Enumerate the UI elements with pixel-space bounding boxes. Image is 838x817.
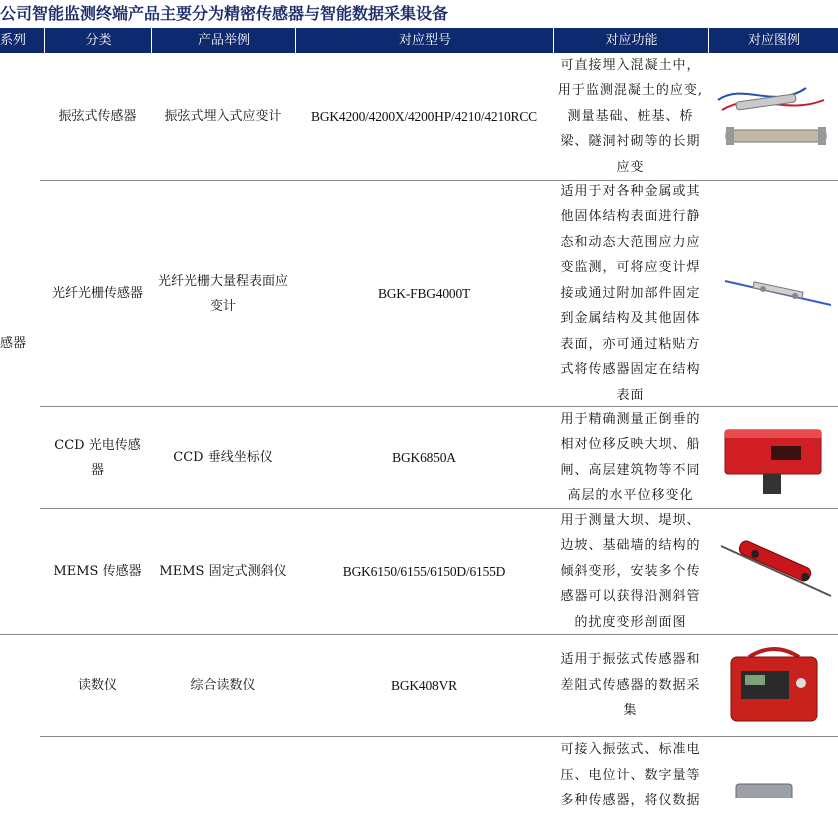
product-cell: 光纤光栅大量程表面应变计 xyxy=(157,273,288,314)
vibrating-wire-strain-gauge-photo xyxy=(712,65,836,165)
page-title: 公司智能监测终端产品主要分为精密传感器与智能数据采集设备 xyxy=(0,4,449,23)
category-cell: 读数仪 xyxy=(77,678,117,693)
function-cell: 适用于对各种金属或其他固体结构表面进行静态和动态大范围应力应变监测，可将应变计焊接或通过附加部件固定到金属结构及其他固体表面，亦可通过粘贴方式将传感器固定在结构表面 xyxy=(560,183,701,403)
header-product: 产品举例 xyxy=(151,28,296,53)
model-cell xyxy=(295,737,553,798)
product-cell xyxy=(151,737,295,798)
data-logger-photo xyxy=(724,778,804,798)
function-cell: 用于精确测量正倒垂的相对位移反映大坝、船闸、高层建筑物等不同高层的水平位移变化 xyxy=(560,411,701,503)
model-cell: BGK4200/4200X/4200HP/4210/4210RCC xyxy=(311,109,537,124)
mems-inclinometer-photo xyxy=(718,530,834,610)
function-cell: 可接入振弦式、标准电压、电位计、数字量等多种传感器，将仪数据 xyxy=(560,742,701,808)
fbg-strain-gauge-photo xyxy=(722,262,834,322)
category-cell: 光纤光栅传感器 xyxy=(51,286,143,301)
header-image: 对应图例 xyxy=(708,28,838,53)
header-function: 对应功能 xyxy=(553,28,709,53)
category-cell xyxy=(44,737,151,798)
ccd-plumb-coordinator-photo xyxy=(716,415,830,501)
product-cell: CCD 垂线坐标仪 xyxy=(173,450,273,465)
header-model: 对应型号 xyxy=(295,28,554,53)
product-cell: 振弦式埋入式应变计 xyxy=(164,109,282,124)
category-cell: 振弦式传感器 xyxy=(58,109,137,124)
function-cell: 可直接埋入混凝土中，用于监测混凝土的应变,测量基础、桩基、桥梁、隧洞衬砌等的长期应变 xyxy=(557,57,704,175)
model-cell: BGK6850A xyxy=(392,450,456,465)
model-cell: BGK408VR xyxy=(391,678,457,693)
category-cell: CCD 光电传感器 xyxy=(54,437,141,478)
readout-device-photo xyxy=(718,642,830,730)
function-cell: 用于测量大坝、堤坝、边坡、基础墙的结构的倾斜变形，安装多个传感器可以获得沿测斜管的扰度变形剖面图 xyxy=(560,512,701,630)
function-cell: 适用于振弦式传感器和差阻式传感器的数据采集 xyxy=(560,652,701,719)
product-cell: MEMS 固定式测斜仪 xyxy=(159,564,287,579)
model-cell: BGK6150/6155/6150D/6155D xyxy=(342,564,506,579)
table-header xyxy=(0,28,838,53)
category-cell: MEMS 传感器 xyxy=(53,564,142,579)
model-cell: BGK-FBG4000T xyxy=(377,286,471,301)
header-series: 系列 xyxy=(0,33,27,48)
header-category: 分类 xyxy=(44,28,152,53)
product-cell: 综合读数仪 xyxy=(190,678,256,693)
series-sensors: 感器 xyxy=(0,336,27,351)
